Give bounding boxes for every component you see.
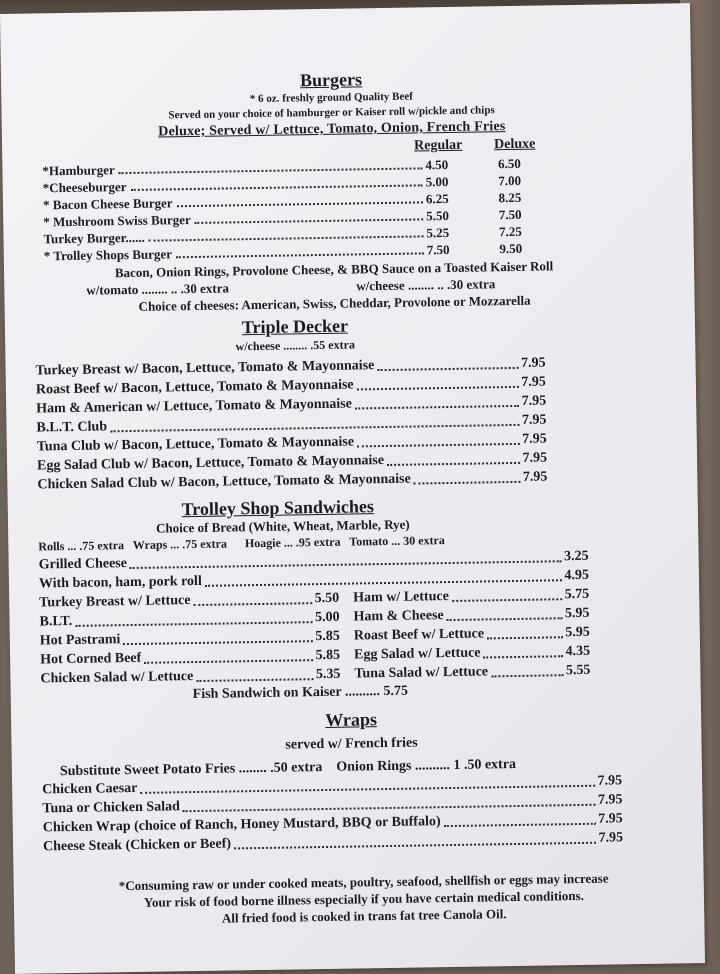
item-price: 7.95 xyxy=(522,450,548,466)
item-price: 7.95 xyxy=(598,830,624,846)
deluxe-price: 8.25 xyxy=(498,189,522,206)
item-name: Chicken Salad w/ Lettuce xyxy=(40,669,194,687)
dot-leader xyxy=(487,636,562,639)
dot-leader xyxy=(196,678,313,682)
regular-price: 4.50 xyxy=(425,156,449,173)
item-price: 5.75 xyxy=(564,586,590,603)
regular-column-header: Regular xyxy=(414,137,463,154)
item-price: 5.85 xyxy=(315,647,341,664)
w-tomato-extra: w/tomato ........ .. .30 extra xyxy=(86,280,230,298)
raw-food-warning: *Consuming raw or under cooked meats, poultry, seafood, shellfish or eggs may increase xyxy=(118,870,609,894)
regular-price: 5.25 xyxy=(426,224,450,241)
bread-choices: Choice of Bread (White, Wheat, Marble, Rye) xyxy=(155,516,410,536)
dot-leader xyxy=(387,462,520,466)
item-price: 5.95 xyxy=(564,605,590,622)
dot-leader xyxy=(447,617,562,621)
item-price: 7.95 xyxy=(521,374,546,390)
item-price: 7.95 xyxy=(521,393,547,409)
item-name: Chicken Caesar xyxy=(42,780,138,798)
item-price: 5.35 xyxy=(315,666,341,683)
triple-decker-title: Triple Decker xyxy=(241,315,349,338)
item-name: Roast Beef w/ Bacon, Lettuce, Tomato & Mayonnaise xyxy=(35,377,354,398)
fish-sandwich-dots: .......... xyxy=(344,684,381,700)
dot-leader xyxy=(75,621,312,627)
dot-leader xyxy=(131,184,423,191)
deluxe-price: 9.50 xyxy=(499,240,523,257)
item-name: *Hamburger xyxy=(42,162,115,179)
item-name: Ham & Cheese xyxy=(353,608,444,625)
triple-decker-section xyxy=(35,311,556,357)
item-name: * Bacon Cheese Burger xyxy=(42,195,173,213)
sandwiches-title: Trolley Shop Sandwiches xyxy=(181,496,375,520)
sandwich-two-column-list xyxy=(39,585,590,689)
regular-price: 5.00 xyxy=(425,173,449,190)
item-name: With bacon, ham, pork roll xyxy=(38,573,202,592)
wraps-list xyxy=(42,771,623,856)
item-name: *Cheeseburger xyxy=(42,179,127,196)
item-name: Turkey Breast w/ Lettuce xyxy=(39,593,191,611)
triple-decker-list xyxy=(35,353,547,494)
menu-item-row xyxy=(354,661,590,684)
item-name: Tuna or Chicken Salad xyxy=(42,799,180,817)
illness-warning: Your risk of food borne illness especially if you have certain medical conditions. xyxy=(143,887,585,910)
sweet-potato-extra: Substitute Sweet Potato Fries ........ .50 extra xyxy=(59,760,323,780)
dot-leader xyxy=(177,201,423,207)
deluxe-price: 6.50 xyxy=(497,155,521,172)
sandwich-extras: Rolls ... .75 extra Wraps ... .75 extra Hoagie ... .95 extra Tomato ... 30 extra xyxy=(38,533,445,554)
dot-leader xyxy=(195,218,424,224)
burgers-list xyxy=(42,154,549,264)
menu-sheet xyxy=(0,3,705,974)
item-name: * Trolley Shops Burger xyxy=(43,246,173,264)
wraps-title: Wraps xyxy=(325,709,378,730)
item-name: Turkey Breast w/ Bacon, Lettuce, Tomato & Mayonnaise xyxy=(35,358,375,379)
item-price: 5.55 xyxy=(565,662,591,679)
triple-decker-cheese-extra: w/cheese ........ .55 extra xyxy=(235,337,355,354)
menu-content xyxy=(31,63,684,929)
item-name: Hot Corned Beef xyxy=(40,650,142,668)
fish-sandwich-price: 5.75 xyxy=(383,683,409,700)
w-cheese-extra: w/cheese ........ .. .30 extra xyxy=(356,276,496,294)
item-price: 7.95 xyxy=(522,431,547,447)
footer-notes xyxy=(44,868,685,929)
dot-leader xyxy=(176,252,424,258)
wraps-section xyxy=(41,704,662,758)
item-price: 3.25 xyxy=(563,548,589,565)
regular-price: 7.50 xyxy=(426,241,450,258)
item-name: Chicken Salad Club w/ Bacon, Lettuce, Tomato & Mayonnaise xyxy=(37,471,411,493)
burgers-title: Burgers xyxy=(299,69,363,91)
regular-price: 5.50 xyxy=(426,207,450,224)
deluxe-price: 7.25 xyxy=(498,223,522,240)
item-name: Tuna Club w/ Bacon, Lettuce, Tomato & Mayonnaise xyxy=(36,434,355,455)
dot-leader xyxy=(452,598,562,602)
burgers-roll-note: Served on your choice of hamburger or Kaiser roll w/pickle and chips xyxy=(168,104,495,122)
item-name: * Mushroom Swiss Burger xyxy=(43,212,191,230)
dot-leader xyxy=(144,659,312,664)
deluxe-price: 7.00 xyxy=(498,172,522,189)
item-name: Turkey Burger...... xyxy=(43,229,145,247)
dot-leader xyxy=(149,235,424,241)
item-name: Cheese Steak (Chicken or Beef) xyxy=(42,836,232,855)
item-price: 7.95 xyxy=(597,792,623,808)
onion-rings-extra: Onion Rings .......... 1 .50 extra xyxy=(336,756,517,775)
dot-leader xyxy=(355,405,519,410)
item-name: Egg Salad Club w/ Bacon, Lettuce, Tomato & Mayonnaise xyxy=(36,453,385,474)
item-name: Tuna Salad w/ Lettuce xyxy=(354,664,489,682)
item-name: Grilled Cheese xyxy=(38,556,128,573)
regular-price: 6.25 xyxy=(425,190,449,207)
item-price: 7.95 xyxy=(520,355,546,371)
fried-food-note: All fried food is cooked in trans fat tree Canola Oil. xyxy=(221,906,507,926)
item-price: 7.95 xyxy=(522,469,548,485)
trolley-burger-description: Bacon, Onion Rings, Provolone Cheese, & BBQ Sauce on a Toasted Kaiser Roll xyxy=(114,258,554,281)
item-price: 5.95 xyxy=(565,624,590,641)
burgers-section xyxy=(31,64,612,142)
item-price: 7.95 xyxy=(521,412,547,428)
dot-leader xyxy=(357,443,519,448)
item-name: Ham & American w/ Lettuce, Tomato & Mayonnaise xyxy=(36,396,353,417)
item-price: 4.95 xyxy=(564,567,590,584)
item-price: 7.95 xyxy=(597,773,623,789)
item-price: 5.85 xyxy=(315,628,340,645)
item-name: Ham w/ Lettuce xyxy=(353,589,449,606)
item-price: 5.50 xyxy=(314,590,340,607)
deluxe-column-header: Deluxe xyxy=(493,136,536,153)
wraps-served-with: served w/ French fries xyxy=(285,735,418,753)
item-name: B.L.T. Club xyxy=(36,419,108,436)
sandwich-right-column xyxy=(353,585,590,684)
item-name: Chicken Wrap (choice of Ranch, Honey Mustard, BBQ or Buffalo) xyxy=(42,814,441,836)
dot-leader xyxy=(377,367,518,371)
item-name: B.LT. xyxy=(39,613,73,630)
dot-leader xyxy=(123,640,312,645)
burgers-deluxe-note: Deluxe; Served w/ Lettuce, Tomato, Onion, French Fries xyxy=(158,119,506,140)
dot-leader xyxy=(414,481,520,485)
dot-leader xyxy=(194,602,312,606)
dot-leader xyxy=(484,655,563,658)
sandwich-left-column xyxy=(39,589,340,689)
item-name: Hot Pastrami xyxy=(39,632,121,649)
dot-leader xyxy=(491,674,563,677)
burgers-beef-note: * 6 oz. freshly ground Quality Beef xyxy=(249,90,413,106)
item-price: 4.35 xyxy=(565,643,591,660)
item-name: Egg Salad w/ Lettuce xyxy=(353,645,481,663)
item-price: 5.00 xyxy=(314,609,340,626)
item-price: 7.95 xyxy=(598,811,623,827)
deluxe-price: 7.50 xyxy=(498,206,522,223)
dot-leader xyxy=(357,386,519,391)
fish-sandwich-label: Fish Sandwich on Kaiser xyxy=(192,684,342,703)
item-name: Roast Beef w/ Lettuce xyxy=(353,626,485,644)
cheese-choices: Choice of cheeses: American, Swiss, Cheddar, Provolone or Mozzarella xyxy=(138,292,531,314)
dot-leader xyxy=(234,842,596,850)
dot-leader xyxy=(444,823,596,827)
